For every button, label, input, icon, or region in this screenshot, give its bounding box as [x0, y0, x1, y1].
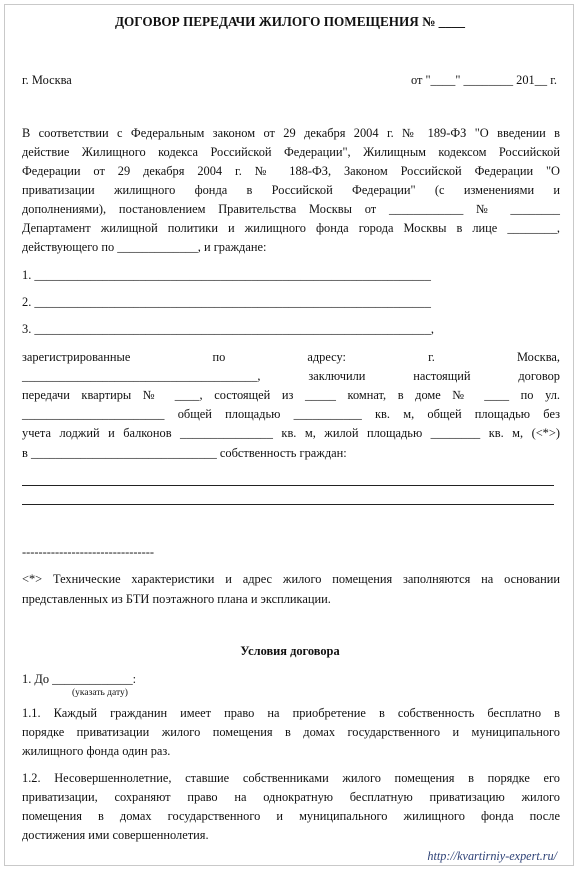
footnote-line: <*> Технические характеристики и адрес жилого помещения заполняются на основании — [22, 572, 560, 586]
clause-1-2-last: достижения ими совершеннолетия. — [22, 828, 209, 842]
clause-1-1-line: порядке приватизации жилого помещения в домах государственного и муниципального — [22, 725, 560, 739]
intro-line: Департамент жилищной политики и жилищного фонда города Москвы в лице ________, — [22, 221, 560, 235]
registration-line: учета лоджий и балконов _______________ кв. м, жилой площадью ________ кв. м, (<*>) — [22, 426, 560, 440]
intro-line-last: действующего по _____________, и граждане: — [22, 240, 267, 254]
watermark-link[interactable]: http://kvartirniy-expert.ru/ — [427, 849, 557, 863]
section-title: Условия договора — [240, 644, 340, 658]
registration-line: _______________________ общей площадью ___________ кв. м, общей площадью без — [22, 407, 560, 421]
city: г. Москва — [22, 73, 72, 87]
registration-line: ______________________________________, заключили настоящий договор — [22, 369, 560, 383]
term-line: 1. До _____________: — [22, 672, 137, 686]
clause-1-1-line: 1.1. Каждый гражданин имеет право на приобретение в собственность бесплатно в — [22, 706, 560, 720]
registration-line: зарегистрированные по адресу: г. Москва, — [22, 350, 560, 364]
clause-1-1-last: жилищного фонда один раз. — [22, 744, 171, 758]
intro-line: В соответствии с Федеральным законом от 29 декабря 2004 г. № 189-ФЗ "О введении в — [22, 126, 560, 140]
document-title: ДОГОВОР ПЕРЕДАЧИ ЖИЛОГО ПОМЕЩЕНИЯ № ____ — [114, 14, 466, 29]
intro-line: дополнениями), постановлением Правительства Москвы от ____________ № ________ — [22, 202, 560, 216]
footnote-divider: -------------------------------- — [22, 545, 155, 559]
citizen-line-3: 3. ________________________________________________________________, — [22, 322, 434, 336]
intro-line: Федерации от 29 декабря 2004 г. № 188-ФЗ, Законом Российской Федерации "О — [22, 164, 560, 178]
clause-1-2-line: приватизации, сохраняют право на однократную бесплатную приватизацию жилого — [22, 790, 560, 804]
intro-line: действие Жилищного кодекса Российской Федерации", Жилищным кодексом Российской — [22, 145, 560, 159]
clause-1-2-line: 1.2. Несовершеннолетние, ставшие собственниками жилого помещения в порядке его — [22, 771, 560, 785]
intro-line: приватизации жилищного фонда в Российской Федерации" (с изменениями и — [22, 183, 560, 197]
registration-line: передачи квартиры № ____, состоящей из _____ комнат, в доме № ____ по ул. — [22, 388, 560, 402]
registration-line-last: в ______________________________ собственность граждан: — [22, 446, 347, 460]
date-line: от "____" ________ 201__ г. — [410, 73, 557, 87]
clause-1-2-line: помещения в домах государственного и муниципального жилищного фонда после — [22, 809, 560, 823]
term-caption: (указать дату) — [72, 688, 128, 698]
citizen-line-2: 2. ________________________________________________________________ — [22, 295, 431, 309]
blank-line — [22, 485, 554, 486]
citizen-line-1: 1. ________________________________________________________________ — [22, 268, 431, 282]
blank-line — [22, 504, 554, 505]
footnote-line-last: представленных из БТИ поэтажного плана и экспликации. — [22, 592, 331, 606]
